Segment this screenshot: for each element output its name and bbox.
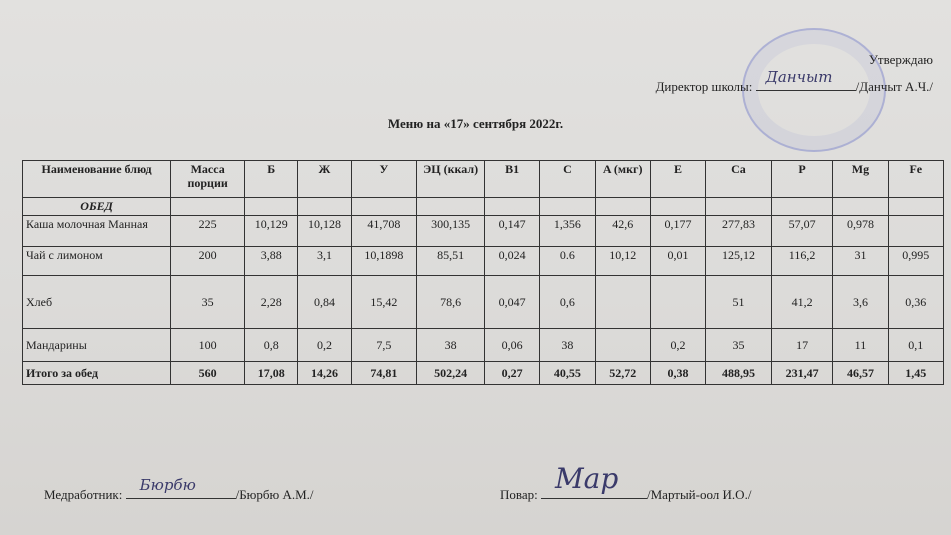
dish-name: Мандарины bbox=[23, 329, 171, 362]
table-row bbox=[23, 247, 944, 276]
med-signature: Бюрбю bbox=[139, 476, 196, 494]
section-label: ОБЕД bbox=[23, 198, 171, 216]
cell: 17 bbox=[771, 329, 833, 362]
total-cell: 0,27 bbox=[485, 362, 540, 385]
cell: 0,047 bbox=[485, 276, 540, 329]
cell: 116,2 bbox=[771, 247, 833, 276]
cook-signature-block bbox=[500, 462, 752, 503]
cell: 51 bbox=[706, 276, 772, 329]
total-cell: 231,47 bbox=[771, 362, 833, 385]
header-cell: У bbox=[351, 161, 417, 198]
cook-label: Повар: bbox=[500, 487, 538, 502]
cell: 35 bbox=[171, 276, 245, 329]
director-name: /Данчыт А.Ч./ bbox=[855, 79, 933, 94]
table-row bbox=[23, 216, 944, 247]
total-cell: 40,55 bbox=[540, 362, 595, 385]
total-cell: 14,26 bbox=[298, 362, 351, 385]
cell: 35 bbox=[706, 329, 772, 362]
header-cell: Б bbox=[245, 161, 298, 198]
header-cell: Ж bbox=[298, 161, 351, 198]
table-header-row bbox=[23, 161, 944, 198]
cell: 38 bbox=[417, 329, 485, 362]
director-label: Директор школы: bbox=[655, 79, 753, 94]
cell: 0,2 bbox=[650, 329, 705, 362]
cook-signature-line bbox=[541, 462, 647, 499]
cell: 0,024 bbox=[485, 247, 540, 276]
header-cell: Mg bbox=[833, 161, 888, 198]
cell: 200 bbox=[171, 247, 245, 276]
dish-name: Каша молочная Манная bbox=[23, 216, 171, 247]
section-row bbox=[23, 198, 944, 216]
cook-name: /Мартый-оол И.О./ bbox=[647, 487, 752, 502]
cell: 0,06 bbox=[485, 329, 540, 362]
cell: 10,12 bbox=[595, 247, 650, 276]
total-cell: 488,95 bbox=[706, 362, 772, 385]
total-cell: 74,81 bbox=[351, 362, 417, 385]
approval-block bbox=[656, 52, 933, 95]
cell: 10,1898 bbox=[351, 247, 417, 276]
cell: 1,356 bbox=[540, 216, 595, 247]
cell: 0,8 bbox=[245, 329, 298, 362]
table-row bbox=[23, 329, 944, 362]
med-signature-line bbox=[126, 476, 236, 499]
cell: 0.6 bbox=[540, 247, 595, 276]
cell: 3,6 bbox=[833, 276, 888, 329]
total-cell: 52,72 bbox=[595, 362, 650, 385]
cell bbox=[595, 329, 650, 362]
header-cell: Ca bbox=[706, 161, 772, 198]
header-cell: B1 bbox=[485, 161, 540, 198]
header-cell: C bbox=[540, 161, 595, 198]
cell: 277,83 bbox=[706, 216, 772, 247]
header-cell: Наименование блюд bbox=[23, 161, 171, 198]
cell: 42,6 bbox=[595, 216, 650, 247]
cell: 15,42 bbox=[351, 276, 417, 329]
cell: 78,6 bbox=[417, 276, 485, 329]
med-signature-block bbox=[44, 476, 314, 503]
total-cell: 502,24 bbox=[417, 362, 485, 385]
cell bbox=[595, 276, 650, 329]
cell bbox=[888, 216, 943, 247]
cell: 11 bbox=[833, 329, 888, 362]
med-label: Медработник: bbox=[44, 487, 123, 502]
med-name: /Бюрбю А.М./ bbox=[235, 487, 314, 502]
cell: 0,6 bbox=[540, 276, 595, 329]
director-signature: Данчыт bbox=[765, 68, 833, 86]
cell: 2,28 bbox=[245, 276, 298, 329]
cell: 0,978 bbox=[833, 216, 888, 247]
cell: 85,51 bbox=[417, 247, 485, 276]
cook-signature: Мар bbox=[555, 462, 619, 495]
cell: 7,5 bbox=[351, 329, 417, 362]
cell: 3,1 bbox=[298, 247, 351, 276]
cell: 41,708 bbox=[351, 216, 417, 247]
total-cell: 560 bbox=[171, 362, 245, 385]
total-label: Итого за обед bbox=[23, 362, 171, 385]
total-cell: 17,08 bbox=[245, 362, 298, 385]
total-cell: 46,57 bbox=[833, 362, 888, 385]
header-cell: A (мкг) bbox=[595, 161, 650, 198]
cell: 0,1 bbox=[888, 329, 943, 362]
dish-name: Чай с лимоном bbox=[23, 247, 171, 276]
header-cell: E bbox=[650, 161, 705, 198]
cell: 57,07 bbox=[771, 216, 833, 247]
header-cell: P bbox=[771, 161, 833, 198]
cell: 300,135 bbox=[417, 216, 485, 247]
cell: 100 bbox=[171, 329, 245, 362]
cell: 0,2 bbox=[298, 329, 351, 362]
cell: 3,88 bbox=[245, 247, 298, 276]
cell: 31 bbox=[833, 247, 888, 276]
header-cell: Масса порции bbox=[171, 161, 245, 198]
cell: 225 bbox=[171, 216, 245, 247]
header-cell: Fe bbox=[888, 161, 943, 198]
dish-name: Хлеб bbox=[23, 276, 171, 329]
page-title: Меню на «17» сентября 2022г. bbox=[387, 116, 564, 131]
cell: 0,01 bbox=[650, 247, 705, 276]
cell: 10,128 bbox=[298, 216, 351, 247]
total-cell: 0,38 bbox=[650, 362, 705, 385]
cell: 0,147 bbox=[485, 216, 540, 247]
cell: 0,177 bbox=[650, 216, 705, 247]
director-signature-line bbox=[756, 68, 856, 91]
cell: 0,36 bbox=[888, 276, 943, 329]
total-row bbox=[23, 362, 944, 385]
approved-label: Утверждаю bbox=[868, 52, 933, 67]
menu-table bbox=[22, 160, 944, 385]
header-cell: ЭЦ (ккал) bbox=[417, 161, 485, 198]
table-row bbox=[23, 276, 944, 329]
cell: 125,12 bbox=[706, 247, 772, 276]
cell: 0,84 bbox=[298, 276, 351, 329]
total-cell: 1,45 bbox=[888, 362, 943, 385]
cell: 38 bbox=[540, 329, 595, 362]
cell: 10,129 bbox=[245, 216, 298, 247]
cell bbox=[650, 276, 705, 329]
cell: 0,995 bbox=[888, 247, 943, 276]
cell: 41,2 bbox=[771, 276, 833, 329]
